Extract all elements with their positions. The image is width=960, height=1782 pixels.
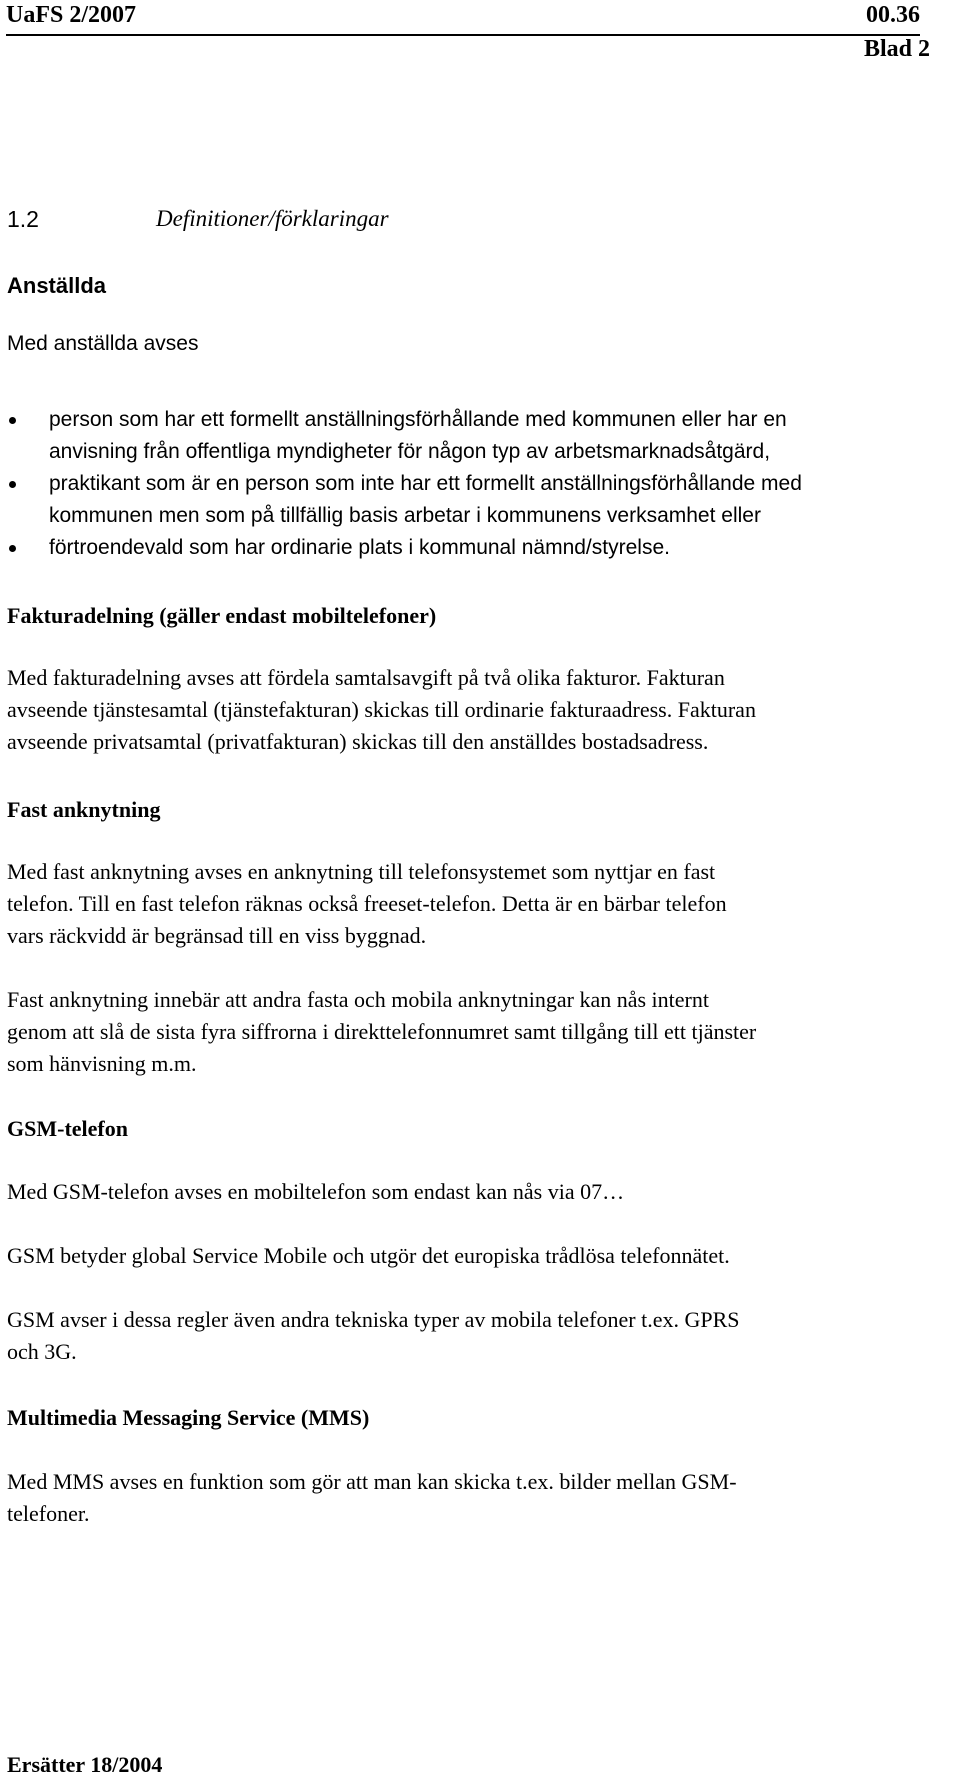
heading-anstallda: Anställda (7, 273, 107, 298)
text-line: och 3G. (7, 1339, 77, 1364)
bullet-icon (9, 481, 16, 488)
anstallda-list (7, 404, 947, 564)
document-id: UaFS 2/2007 (6, 2, 137, 28)
fakturadelning-paragraph (7, 662, 947, 758)
list-item-line: förtroendevald som har ordinarie plats i kommunal nämnd/styrelse. (49, 536, 670, 559)
text-line: Med fakturadelning avses att fördela samtalsavgift på två olika fakturor. Fakturan (7, 665, 725, 690)
text-line: avseende privatsamtal (privatfakturan) skickas till den anställdes bostadsadress. (7, 729, 709, 754)
text-line: telefoner. (7, 1501, 90, 1526)
text-line: telefon. Till en fast telefon räknas också freeset-telefon. Detta är en bärbar telefon (7, 891, 727, 916)
page-footer: Ersätter 18/2004 (7, 1752, 163, 1777)
document-code: 00.36 (866, 2, 920, 28)
list-item-line: person som har ett formellt anställningsförhållande med kommunen eller har en (49, 408, 787, 431)
page-header (6, 0, 920, 36)
section-title: Definitioner/förklaringar (156, 206, 389, 231)
text-line: Fast anknytning innebär att andra fasta och mobila anknytningar kan nås internt (7, 987, 709, 1012)
list-item (7, 532, 947, 564)
sheet-number: Blad 2 (863, 36, 930, 62)
bullet-icon (9, 545, 16, 552)
text-line: Med fast anknytning avses en anknytning till telefonsystemet som nyttjar en fast (7, 859, 716, 884)
mms-paragraph (7, 1466, 947, 1530)
gsm-paragraph-3 (7, 1304, 947, 1368)
list-item-line: anvisning från offentliga myndigheter för någon typ av arbetsmarknadsåtgärd, (49, 440, 771, 463)
text-line: vars räckvidd är begränsad till en viss byggnad. (7, 923, 427, 948)
heading-mms: Multimedia Messaging Service (MMS) (7, 1405, 370, 1430)
text-line: som hänvisning m.m. (7, 1051, 197, 1076)
list-item (7, 404, 947, 468)
text-line: Med MMS avses en funktion som gör att man kan skicka t.ex. bilder mellan GSM- (7, 1469, 737, 1494)
list-item (7, 468, 947, 532)
heading-fakturadelning: Fakturadelning (gäller endast mobiltelefoner) (7, 603, 437, 628)
anstallda-intro: Med anställda avses (7, 332, 199, 355)
fast-anknytning-paragraph-1 (7, 856, 947, 952)
text-line: avseende tjänstesamtal (tjänstefakturan) skickas till ordinarie fakturaadress. Fakturan (7, 697, 756, 722)
list-item-line: praktikant som är en person som inte har ett formellt anställningsförhållande med (49, 472, 802, 495)
text-line: genom att slå de sista fyra siffrorna i direkttelefonnumret samt tillgång till ett tjänster (7, 1019, 757, 1044)
heading-gsm-telefon: GSM-telefon (7, 1116, 128, 1141)
heading-fast-anknytning: Fast anknytning (7, 797, 161, 822)
section-number: 1.2 (7, 206, 39, 232)
bullet-icon (9, 417, 16, 424)
gsm-paragraph-1: Med GSM-telefon avses en mobiltelefon som endast kan nås via 07… (7, 1179, 625, 1204)
list-item-line: kommunen men som på tillfällig basis arbetar i kommunens verksamhet eller (49, 504, 761, 527)
text-line: GSM avser i dessa regler även andra tekniska typer av mobila telefoner t.ex. GPRS (7, 1307, 740, 1332)
gsm-paragraph-2: GSM betyder global Service Mobile och utgör det europiska trådlösa telefonnätet. (7, 1243, 730, 1268)
fast-anknytning-paragraph-2 (7, 984, 947, 1080)
